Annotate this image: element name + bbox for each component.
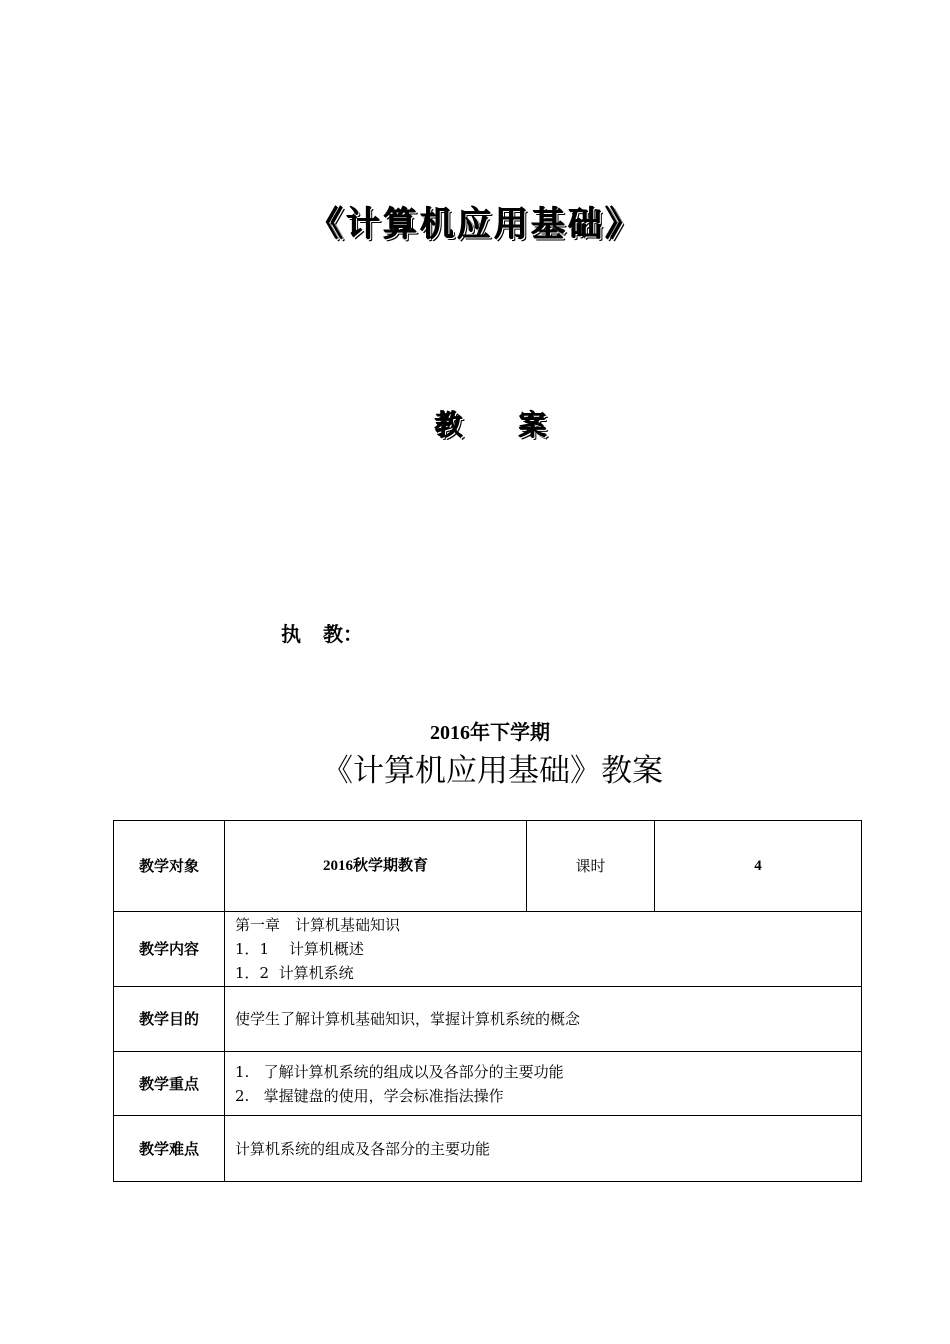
lesson-plan-table [113,820,862,1182]
document-title: 《计算机应用基础》教案 [322,753,663,789]
cover-plan-heading [0,400,950,450]
table-row-teaching-content [114,912,862,987]
teacher-label-char-2: 教： [323,622,363,646]
class-hours-value: 4 [655,821,862,912]
cover-plan-char-1: 教 [433,408,462,441]
teaching-difficulty-value: 计算机系统的组成及各部分的主要功能 [225,1116,862,1182]
semester-heading: 2016年下学期 [430,722,550,744]
teaching-goal-label: 教学目的 [114,987,225,1052]
content-line: 第一章 计算机基础知识 [235,916,401,934]
teaching-content-value [225,912,862,987]
cover-course-title: 《计算机应用基础》 [308,204,642,244]
focus-line: 1. 了解计算机系统的组成以及各部分的主要功能 [235,1062,564,1081]
table-row-teaching-focus [114,1052,862,1116]
teaching-focus-label: 教学重点 [114,1052,225,1116]
content-line: 1．1 计算机概述 [235,940,364,958]
cover-plan-char-2: 案 [518,408,547,441]
table-row-teaching-difficulty [114,1116,862,1182]
teaching-content-label: 教学内容 [114,912,225,987]
teacher-label-char-1: 执 [281,622,301,646]
teaching-goal-value: 使学生了解计算机基础知识，掌握计算机系统的概念 [225,987,862,1052]
table-row-teaching-target [114,821,862,912]
table-row-teaching-goal [114,987,862,1052]
teacher-field [281,620,363,648]
teaching-target-label: 教学对象 [114,821,225,912]
focus-line: 2. 掌握键盘的使用，学会标准指法操作 [235,1086,504,1105]
teaching-focus-value [225,1052,862,1116]
teaching-target-value: 2016秋学期教育 [225,821,527,912]
content-line: 1．2 计算机系统 [235,964,354,982]
class-hours-label: 课时 [527,821,655,912]
teaching-difficulty-label: 教学难点 [114,1116,225,1182]
